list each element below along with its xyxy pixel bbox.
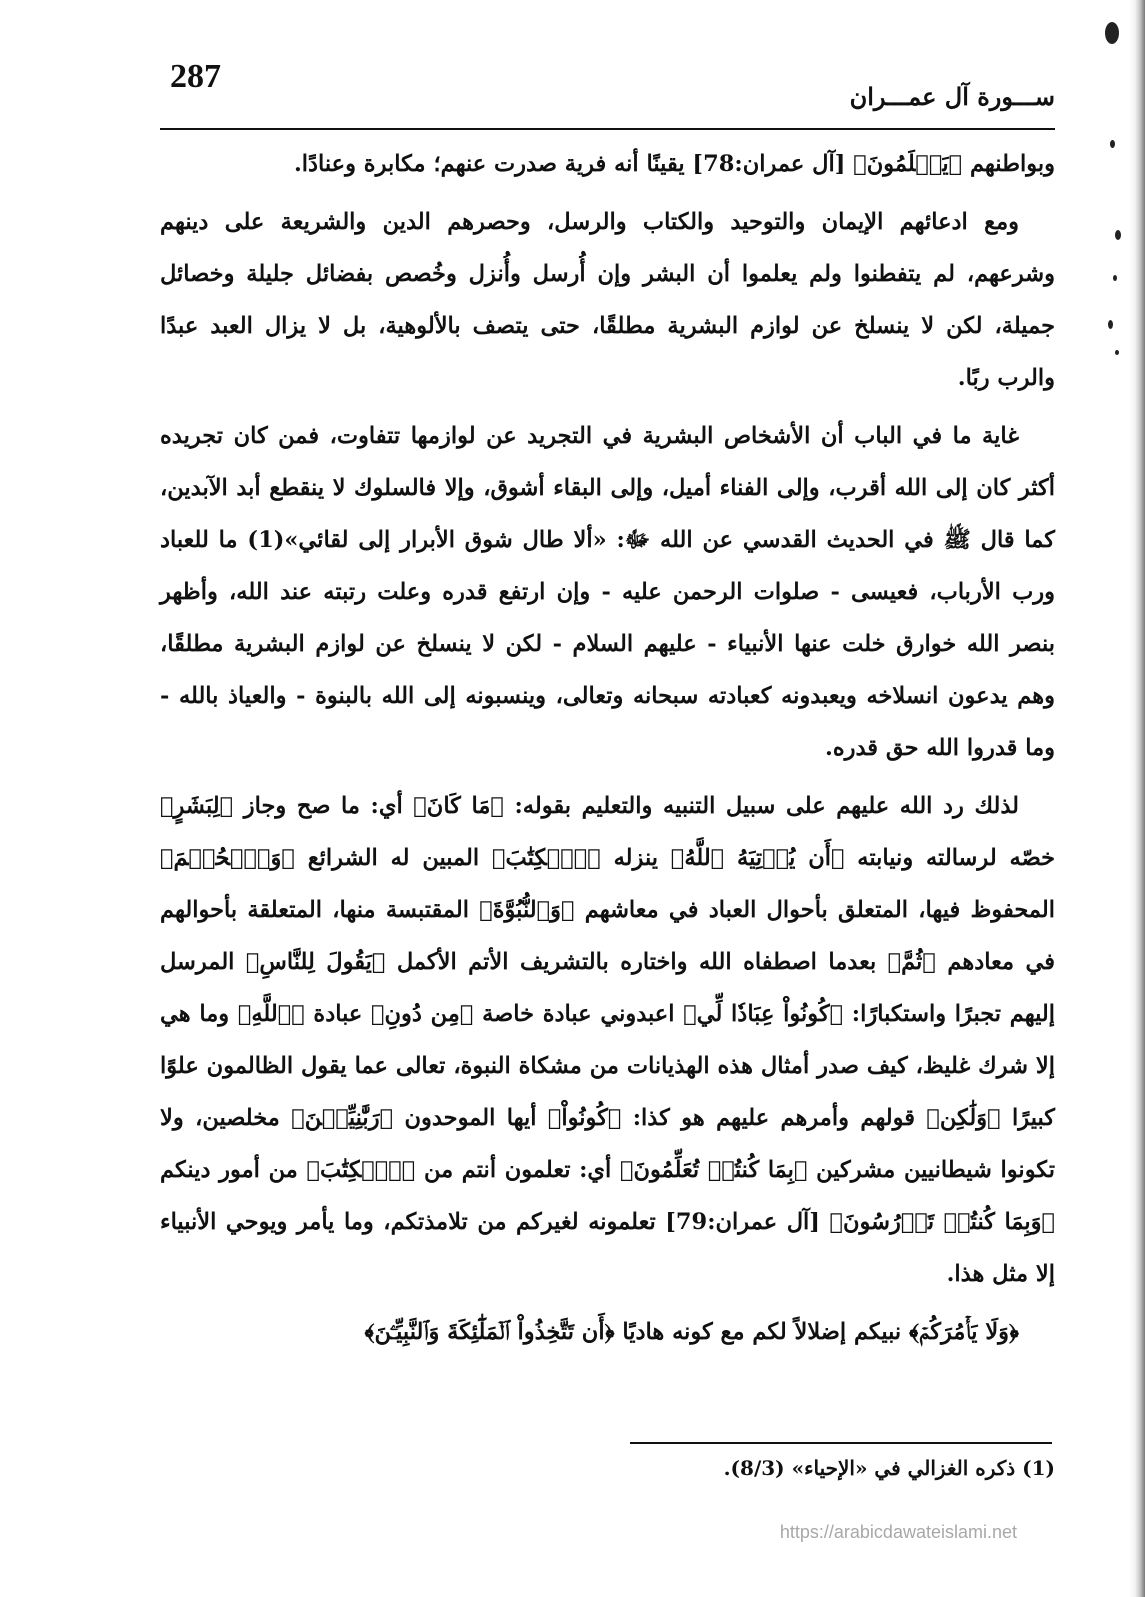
watermark-url: https://arabicdawateislami.net [779,1522,1017,1542]
footnote: (1) ذكره الغزالي في «الإحياء» (8/3). [723,1456,1055,1480]
running-title: ســـورة آل عمـــران [849,82,1055,111]
page-header [160,52,1055,132]
scan-specks [1097,20,1137,420]
page-body [160,138,1055,1364]
header-rule [160,128,1055,130]
paragraph-3: غاية ما في الباب أن الأشخاص البشرية في التجريد عن لوازمها تتفاوت، فمن كان تجريده أكثر كان إلى الله أقرب، وإلى الفناء أميل، وإلى البقاء أشوق، وإلا فالسلوك لا ينقطع أبد الآبدين، كما قال ﷺ في الحديث القدسي عن الله ﷻ: «ألا طال شوق الأبرار إلى لقائي»(1) ما للعباد ورب الأرباب، فعيسى - صلوات الرحمن عليه - وإن ارتفع قدره وعلت رتبته عند الله، وأظهر بنصر الله خوارق خلت عنها الأنبياء - عليهم السلام - لكن لا ينسلخ عن لوازم البشرية مطلقًا، وهم يدعون انسلاخه ويعبدونه كعبادته سبحانه وتعالى، وينسبونه إلى الله بالبنوة - والعياذ بالله - وما قدروا الله حق قدره. [160,423,1055,761]
paragraph-4: لذلك رد الله عليهم على سبيل التنبيه والتعليم بقوله: ﴿مَا كَانَ﴾ أي: ما صح وجاز ﴿لِبَشَرٍ﴾ خصّه لرسالته ونيابته ﴿أَن يُؤۡتِيَهُ ٱللَّهُ﴾ ينزله ﴿ٱلۡكِتَٰبَ﴾ المبين له الشرائع ﴿وَٱلۡحُكۡمَ﴾ المحفوظ فيها، المتعلق بأحوال العباد في معاشهم ﴿وَٱلنُّبُوَّةَ﴾ المقتبسة منها، المتعلقة بأحوالهم في معادهم ﴿ثُمَّ﴾ بعدما اصطفاه الله واختاره بالتشريف الأتم الأكمل ﴿يَقُولَ لِلنَّاسِ﴾ المرسل إليهم تجبرًا واستكبارًا: ﴿كُونُواْ عِبَادٗا لِّي﴾ اعبدوني عبادة خاصة ﴿مِن دُونِ﴾ عبادة ﴿ٱللَّهِ﴾ وما هي إلا شرك غليظ، كيف صدر أمثال هذه الهذيانات من مشكاة النبوة، تعالى عما يقول الظالمون علوًا كبيرًا ﴿وَلَٰكِن﴾ قولهم وأمرهم عليهم هو كذا: ﴿كُونُواْ﴾ أيها الموحدون ﴿رَبَّٰنِيِّـۧنَ﴾ مخلصين، ولا تكونوا شيطانيين مشركين ﴿بِمَا كُنتُمۡ تُعَلِّمُونَ﴾ أي: تعلمون أنتم من ﴿ٱلۡكِتَٰبَ﴾ من أمور دينكم ﴿وَبِمَا كُنتُمۡ تَدۡرُسُونَ﴾ [آل عمران:79] تعلمونه لغيركم من تلامذتكم، وما يأمر ويوحي الأنبياء إلا مثل هذا. [160,793,1055,1287]
paragraph-5: ﴿وَلَا يَأۡمُرَكُمۡ﴾ نبيكم إضلالاً لكم مع كونه هاديًا ﴿أَن تَتَّخِذُواْ ٱلۡمَلَٰٓئِكَةَ وَٱلنَّبِيِّـۧنَ﴾ [364,1319,1019,1345]
footnote-rule [630,1442,1052,1444]
paragraph-2: ومع ادعائهم الإيمان والتوحيد والكتاب والرسل، وحصرهم الدين والشريعة على دينهم وشرعهم، لم يتفطنوا ولم يعلموا أن البشر وإن أُرسل وأُنزل وخُصص بفضائل جليلة وخصائل جميلة، لكن لا ينسلخ عن لوازم البشرية مطلقًا، حتى يتصف بالألوهية، بل لا يزال العبد عبدًا والرب ربًا. [160,209,1055,391]
paragraph-1: وبواطنهم ﴿يَعۡلَمُونَ﴾ [آل عمران:78] يقينًا أنه فرية صدرت عنهم؛ مكابرة وعنادًا. [293,151,1055,177]
page-number: 287 [170,58,221,95]
